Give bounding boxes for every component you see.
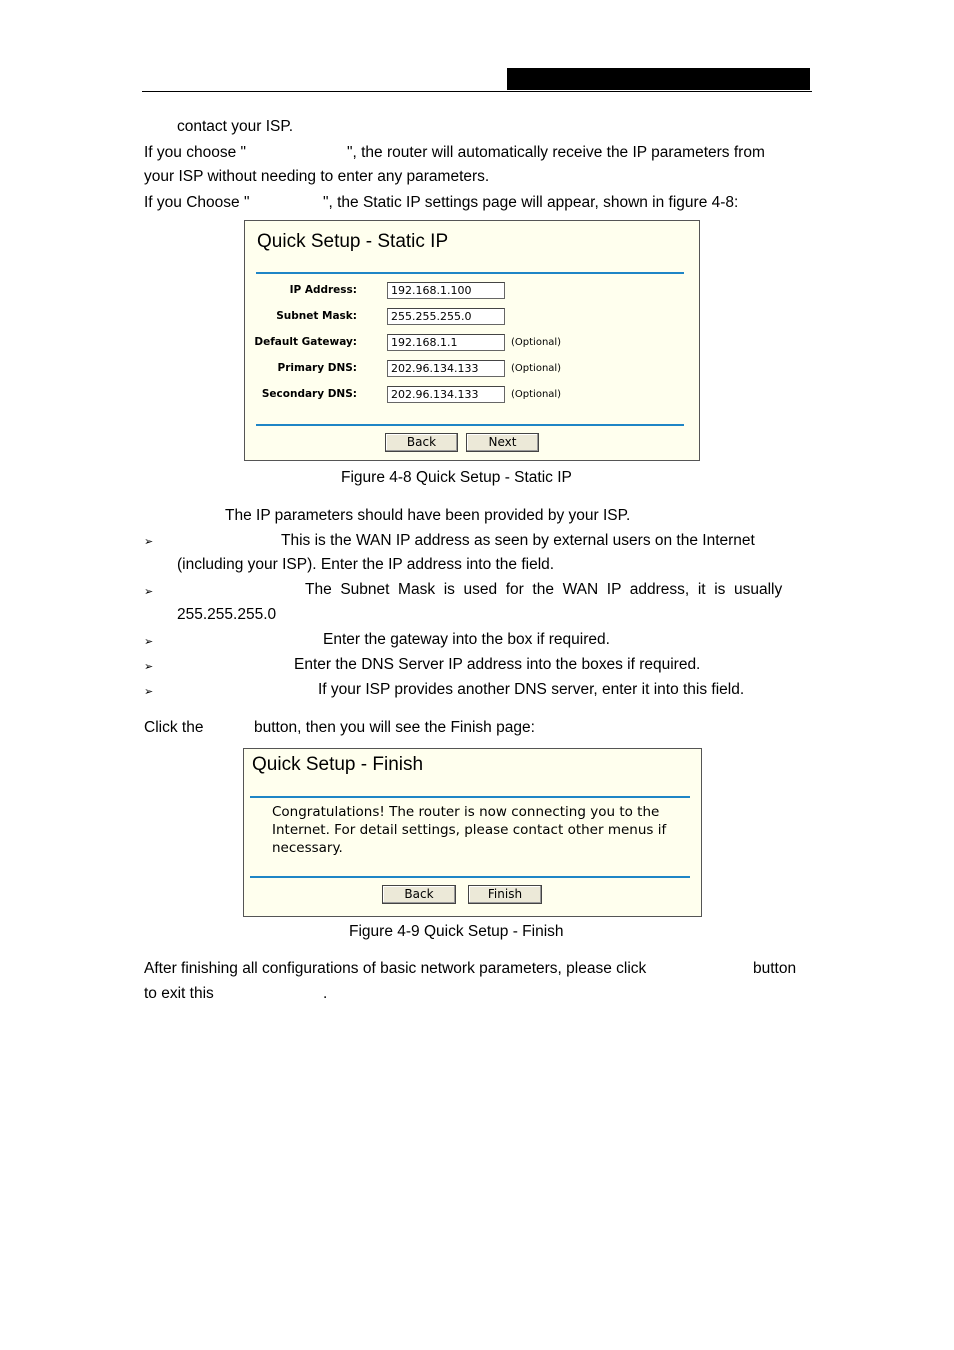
figure-4-9-caption: Figure 4-9 Quick Setup - Finish [349,923,564,940]
bullet-icon: ➢ [144,686,154,698]
intro-line-2b: ", the router will automatically receive the IP parameters from [347,144,765,161]
bullet-icon: ➢ [144,661,154,673]
bottom-divider [250,876,690,878]
finish-title: Quick Setup - Finish [252,754,424,775]
intro-line-3: your ISP without needing to enter any parameters. [144,168,490,185]
default-gateway-optional: (Optional) [511,337,562,348]
explanation-intro: The IP parameters should have been provided by your ISP. [225,507,631,524]
default-gateway-description: Enter the gateway into the box if required. [323,631,610,648]
bottom-divider [256,424,684,426]
primary-dns-input[interactable]: 202.96.134.133 [387,360,505,377]
ip-address-description-cont: (including your ISP). Enter the IP address into the field. [177,556,555,573]
static-ip-panel [244,220,700,461]
intro-line-4b: ", the Static IP settings page will appear, shown in figure 4-8: [323,194,739,211]
subnet-mask-description-cont: 255.255.255.0 [177,606,277,623]
click-next-part-2: button, then you will see the Finish page: [254,719,535,736]
outro-line-1a: After finishing all configurations of basic network parameters, please click [144,960,647,977]
next-button[interactable]: Next [466,433,539,452]
finish-message-line-3: necessary. [272,840,343,856]
ip-address-label: IP Address: [289,284,357,296]
bullet-icon: ➢ [144,586,154,598]
outro-line-1b: button [753,960,797,977]
primary-dns-label: Primary DNS: [277,362,357,374]
bullet-icon: ➢ [144,536,154,548]
ip-address-input[interactable]: 192.168.1.100 [387,282,505,299]
subnet-mask-description: The Subnet Mask is used for the WAN IP address, it is usually [305,581,783,598]
primary-dns-description: Enter the DNS Server IP address into the boxes if required. [294,656,701,673]
finish-button[interactable]: Finish [468,885,542,904]
back-button[interactable]: Back [385,433,458,452]
header-rule [142,91,812,92]
header-bar [507,68,810,90]
default-gateway-input[interactable]: 192.168.1.1 [387,334,505,351]
top-divider [256,272,684,274]
finish-panel [243,748,702,917]
ip-address-description: This is the WAN IP address as seen by external users on the Internet [281,532,755,549]
finish-message-line-2: Internet. For detail settings, please contact other menus if [272,822,667,838]
back-button[interactable]: Back [382,885,456,904]
primary-dns-optional: (Optional) [511,363,562,374]
secondary-dns-description: If your ISP provides another DNS server, enter it into this field. [318,681,745,698]
finish-message-line-1: Congratulations! The router is now connecting you to the [272,804,660,820]
figure-4-8-caption: Figure 4-8 Quick Setup - Static IP [341,469,572,486]
top-divider [250,796,690,798]
secondary-dns-input[interactable]: 202.96.134.133 [387,386,505,403]
static-ip-title: Quick Setup - Static IP [257,231,449,252]
intro-line-2a: If you choose " [144,144,247,161]
outro-line-2a: to exit this [144,985,214,1002]
default-gateway-label: Default Gateway: [254,336,357,348]
intro-line-4a: If you Choose " [144,194,250,211]
subnet-mask-label: Subnet Mask: [276,310,357,322]
secondary-dns-label: Secondary DNS: [261,388,357,400]
subnet-mask-input[interactable]: 255.255.255.0 [387,308,505,325]
bullet-icon: ➢ [144,636,154,648]
intro-line-1: contact your ISP. [177,118,294,135]
outro-line-2b: . [323,985,328,1002]
click-next-part-1: Click the [144,719,204,736]
secondary-dns-optional: (Optional) [511,389,562,400]
